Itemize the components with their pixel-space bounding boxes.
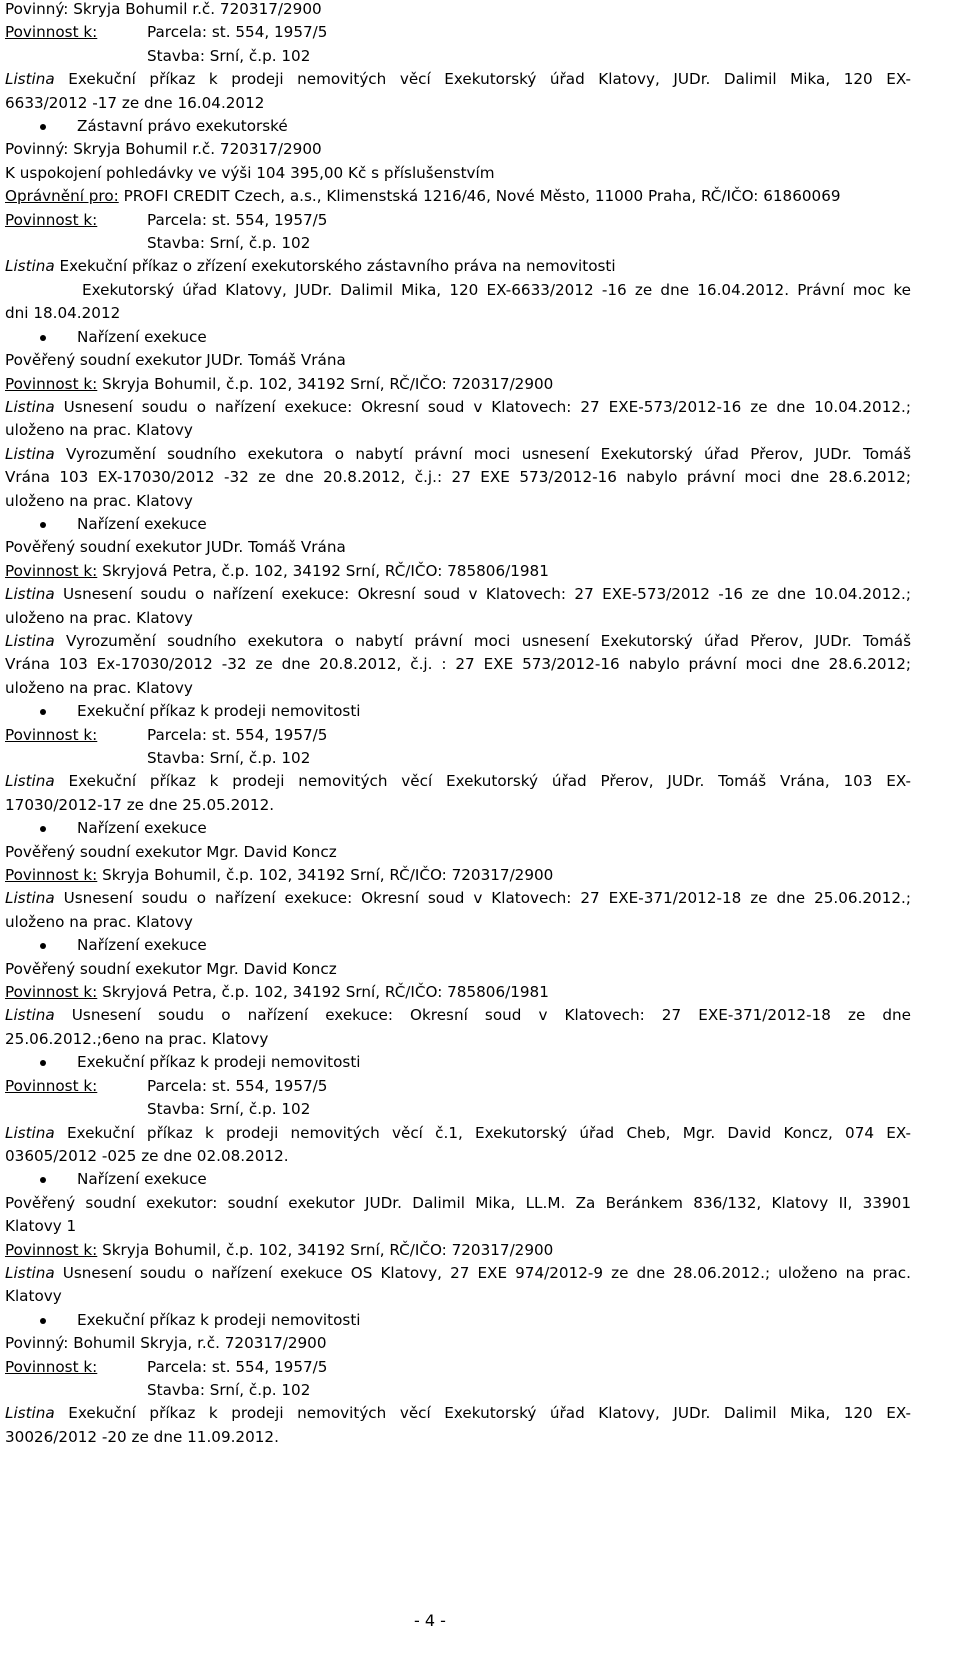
document-line — [5, 138, 911, 161]
line-text: Parcela: st. 554, 1957/5 — [147, 1357, 328, 1376]
line-text: Nařízení exekuce — [77, 819, 207, 838]
document-line — [5, 1098, 911, 1121]
bullet-heading — [77, 515, 207, 533]
field-label: Povinnost k: — [5, 561, 98, 580]
listina-label: Listina — [5, 1123, 55, 1142]
document-line — [5, 981, 911, 1004]
document-line — [5, 747, 911, 770]
document-line — [5, 513, 911, 536]
line-text: Usnesení soudu o nařízení exekuce: Okresní soud v Klatovech: 27 EXE-573/2012-16 ze dne 10.04.2012.; — [54, 397, 911, 416]
document-line — [5, 279, 911, 302]
document-line — [5, 373, 911, 396]
line-text: Stavba: Srní, č.p. 102 — [147, 1380, 311, 1399]
document-line — [5, 841, 911, 864]
line-text: Pověřený soudní exekutor Mgr. David Koncz — [5, 842, 337, 861]
document-page — [5, 0, 911, 1449]
document-line — [5, 1215, 911, 1238]
field-label: Povinnost k: — [5, 1357, 98, 1376]
document-line — [5, 1332, 911, 1355]
line-text: Usnesení soudu o nařízení exekuce OS Klatovy, 27 EXE 974/2012-9 ze dne 28.06.2012.; uloženo na prac. — [54, 1263, 911, 1282]
line-text: Stavba: Srní, č.p. 102 — [147, 46, 311, 65]
line-text: 30026/2012 -20 ze dne 11.09.2012. — [5, 1427, 279, 1446]
document-line — [5, 232, 911, 255]
line-text: Nařízení exekuce — [77, 1170, 207, 1189]
document-line — [5, 536, 911, 559]
line-text: PROFI CREDIT Czech, a.s., Klimenstská 1216/46, Nové Město, 11000 Praha, RČ/IČO: 61860069 — [118, 187, 841, 206]
listina-label: Listina — [5, 444, 55, 463]
document-line — [5, 1262, 911, 1285]
bullet-icon — [40, 1060, 46, 1066]
document-line — [5, 911, 911, 934]
line-text: Exekuční příkaz k prodeji nemovitých věcí Exekutorský úřad Přerov, JUDr. Tomáš Vrána, 103 EX- — [54, 772, 911, 791]
bullet-icon — [40, 335, 46, 341]
document-line — [5, 349, 911, 372]
field-label: Povinnost k: — [5, 1240, 98, 1259]
document-line — [5, 817, 911, 840]
line-text: Nařízení exekuce — [77, 514, 207, 533]
listina-label: Listina — [5, 889, 55, 908]
line-text: uloženo na prac. Klatovy — [5, 421, 193, 440]
bullet-icon — [40, 522, 46, 528]
document-line — [5, 1192, 911, 1215]
document-line — [5, 326, 911, 349]
document-line — [5, 560, 911, 583]
line-text: Exekuční příkaz k prodeji nemovitých věcí Exekutorský úřad Klatovy, JUDr. Dalimil Mika, 120 EX- — [54, 1404, 911, 1423]
line-text: Exekutorský úřad Klatovy, JUDr. Dalimil Mika, 120 EX-6633/2012 -16 ze dne 16.04.2012. Právní moc ke — [82, 280, 911, 299]
line-text: 17030/2012-17 ze dne 25.05.2012. — [5, 795, 275, 814]
document-line — [5, 443, 911, 466]
field-label: Povinnost k: — [5, 866, 98, 885]
bullet-icon — [40, 1177, 46, 1183]
line-text: 6633/2012 -17 ze dne 16.04.2012 — [5, 93, 265, 112]
line-text: Stavba: Srní, č.p. 102 — [147, 1100, 311, 1119]
bullet-heading — [77, 1053, 361, 1071]
bullet-icon — [40, 1318, 46, 1324]
line-text: 25.06.2012.;6eno na prac. Klatovy — [5, 1029, 269, 1048]
bullet-icon — [40, 709, 46, 715]
line-text: Skryja Bohumil, č.p. 102, 34192 Srní, RČ/IČO: 720317/2900 — [97, 1240, 554, 1259]
field-label: Povinnost k: — [5, 983, 98, 1002]
line-text: uloženo na prac. Klatovy — [5, 912, 193, 931]
listina-label: Listina — [5, 1404, 55, 1423]
line-text: Skryjová Petra, č.p. 102, 34192 Srní, RČ/IČO: 785806/1981 — [97, 561, 549, 580]
line-text: uloženo na prac. Klatovy — [5, 678, 193, 697]
line-text: Klatovy 1 — [5, 1217, 77, 1236]
line-text: Stavba: Srní, č.p. 102 — [147, 234, 311, 253]
document-line — [5, 934, 911, 957]
bullet-icon — [40, 826, 46, 832]
line-text: uloženo na prac. Klatovy — [5, 491, 193, 510]
document-line — [5, 1239, 911, 1262]
document-line — [5, 1028, 911, 1051]
document-line — [5, 490, 911, 513]
line-text: Exekuční příkaz k prodeji nemovitosti — [77, 1053, 361, 1072]
document-line — [5, 1122, 911, 1145]
line-text: Parcela: st. 554, 1957/5 — [147, 725, 328, 744]
line-text: Vrána 103 Ex-17030/2012 -32 ze dne 20.8.2012, č.j. : 27 EXE 573/2012-16 nabylo právní moci dne 28.6.2012; — [5, 655, 911, 674]
document-line — [5, 92, 911, 115]
line-text: Pověřený soudní exekutor Mgr. David Koncz — [5, 959, 337, 978]
line-text: Pověřený soudní exekutor JUDr. Tomáš Vrána — [5, 351, 346, 370]
line-text: Parcela: st. 554, 1957/5 — [147, 1076, 328, 1095]
document-line — [5, 1004, 911, 1027]
document-line — [5, 0, 911, 21]
document-line — [5, 1426, 911, 1449]
listina-label: Listina — [5, 1263, 55, 1282]
document-line — [5, 630, 911, 653]
field-label: Povinnost k: — [5, 23, 98, 42]
document-line — [5, 653, 911, 676]
line-text: Pověřený soudní exekutor: soudní exekutor JUDr. Dalimil Mika, LL.M. Za Beránkem 836/132, Klatovy II, 33901 — [5, 1193, 911, 1212]
field-label: Oprávnění pro: — [5, 187, 119, 206]
field-label: Povinnost k: — [5, 210, 98, 229]
line-text: Klatovy — [5, 1287, 62, 1306]
document-line — [5, 302, 911, 325]
document-line — [5, 45, 911, 68]
line-text: Nařízení exekuce — [77, 327, 207, 346]
document-line — [5, 1051, 911, 1074]
line-text: Skryjová Petra, č.p. 102, 34192 Srní, RČ/IČO: 785806/1981 — [97, 983, 549, 1002]
document-line — [5, 68, 911, 91]
line-text: Usnesení soudu o nařízení exekuce: Okresní soud v Klatovech: 27 EXE-371/2012-18 ze dne — [54, 1006, 911, 1025]
line-text: Parcela: st. 554, 1957/5 — [147, 210, 328, 229]
line-text: Povinný: Bohumil Skryja, r.č. 720317/2900 — [5, 1334, 327, 1353]
line-text: K uspokojení pohledávky ve výši 104 395,00 Kč s příslušenstvím — [5, 163, 495, 182]
listina-label: Listina — [5, 257, 55, 276]
bullet-heading — [77, 702, 361, 720]
document-line — [5, 115, 911, 138]
line-text: Exekuční příkaz k prodeji nemovitých věcí Exekutorský úřad Klatovy, JUDr. Dalimil Mika, 120 EX- — [54, 70, 911, 89]
document-line — [5, 724, 911, 747]
document-line — [5, 396, 911, 419]
document-line — [5, 583, 911, 606]
document-line — [5, 1402, 911, 1425]
line-text: Zástavní právo exekutorské — [77, 117, 288, 136]
document-line — [5, 770, 911, 793]
document-line — [5, 1145, 911, 1168]
page-number: - 4 - — [414, 1611, 446, 1630]
document-line — [5, 1168, 911, 1191]
bullet-icon — [40, 943, 46, 949]
line-text: Vrána 103 EX-17030/2012 -32 ze dne 20.8.2012, č.j.: 27 EXE 573/2012-16 nabylo právní moci dne 28.6.2012; — [5, 468, 911, 487]
line-text: dni 18.04.2012 — [5, 304, 121, 323]
listina-label: Listina — [5, 70, 55, 89]
document-line — [5, 1379, 911, 1402]
line-text: Nařízení exekuce — [77, 936, 207, 955]
listina-label: Listina — [5, 1006, 55, 1025]
document-line — [5, 1075, 911, 1098]
line-text: Skryja Bohumil, č.p. 102, 34192 Srní, RČ/IČO: 720317/2900 — [97, 374, 554, 393]
document-line — [5, 255, 911, 278]
bullet-heading — [77, 328, 207, 346]
document-line — [5, 1285, 911, 1308]
document-line — [5, 607, 911, 630]
field-label: Povinnost k: — [5, 725, 98, 744]
line-text: Vyrozumění soudního exekutora o nabytí právní moci usnesení Exekutorský úřad Přerov, JUDr. Tomáš — [54, 631, 911, 650]
line-text: 03605/2012 -025 ze dne 02.08.2012. — [5, 1146, 289, 1165]
document-line — [5, 864, 911, 887]
document-line — [5, 1356, 911, 1379]
field-label: Povinnost k: — [5, 1076, 98, 1095]
line-text: Usnesení soudu o nařízení exekuce: Okresní soud v Klatovech: 27 EXE-573/2012 -16 ze dne 10.04.2012.; — [54, 585, 911, 604]
bullet-heading — [77, 1170, 207, 1188]
line-text: Stavba: Srní, č.p. 102 — [147, 749, 311, 767]
document-line — [5, 21, 911, 44]
listina-label: Listina — [5, 631, 55, 650]
line-text: Exekuční příkaz o zřízení exekutorského zástavního práva na nemovitosti — [54, 257, 616, 276]
document-line — [5, 887, 911, 910]
bullet-heading — [77, 819, 207, 837]
listina-label: Listina — [5, 585, 55, 604]
field-label: Povinnost k: — [5, 374, 98, 393]
document-line — [5, 958, 911, 981]
document-line — [5, 700, 911, 723]
document-line — [5, 209, 911, 232]
document-line — [5, 677, 911, 700]
document-line — [5, 162, 911, 185]
bullet-heading — [77, 936, 207, 954]
line-text: Pověřený soudní exekutor JUDr. Tomáš Vrána — [5, 538, 346, 557]
bullet-heading — [77, 1311, 361, 1329]
document-line — [5, 1309, 911, 1332]
line-text: Vyrozumění soudního exekutora o nabytí právní moci usnesení Exekutorský úřad Přerov, JUDr. Tomáš — [54, 444, 911, 463]
listina-label: Listina — [5, 397, 55, 416]
bullet-heading — [77, 117, 288, 135]
line-text: Skryja Bohumil, č.p. 102, 34192 Srní, RČ/IČO: 720317/2900 — [97, 866, 554, 885]
document-line — [5, 185, 911, 208]
line-text: Povinný: Skryja Bohumil r.č. 720317/2900 — [5, 140, 322, 159]
line-text: Exekuční příkaz k prodeji nemovitosti — [77, 702, 361, 721]
line-text: Povinný: Skryja Bohumil r.č. 720317/2900 — [5, 0, 322, 18]
document-line — [5, 419, 911, 442]
listina-label: Listina — [5, 772, 55, 791]
line-text: uloženo na prac. Klatovy — [5, 608, 193, 627]
document-line — [5, 466, 911, 489]
document-line — [5, 794, 911, 817]
line-text: Exekuční příkaz k prodeji nemovitosti — [77, 1310, 361, 1329]
line-text: Parcela: st. 554, 1957/5 — [147, 23, 328, 42]
line-text: Usnesení soudu o nařízení exekuce: Okresní soud v Klatovech: 27 EXE-371/2012-18 ze dne 25.06.2012.; — [54, 889, 911, 908]
line-text: Exekuční příkaz k prodeji nemovitých věcí č.1, Exekutorský úřad Cheb, Mgr. David Koncz, 074 EX- — [54, 1123, 911, 1142]
bullet-icon — [40, 124, 46, 130]
